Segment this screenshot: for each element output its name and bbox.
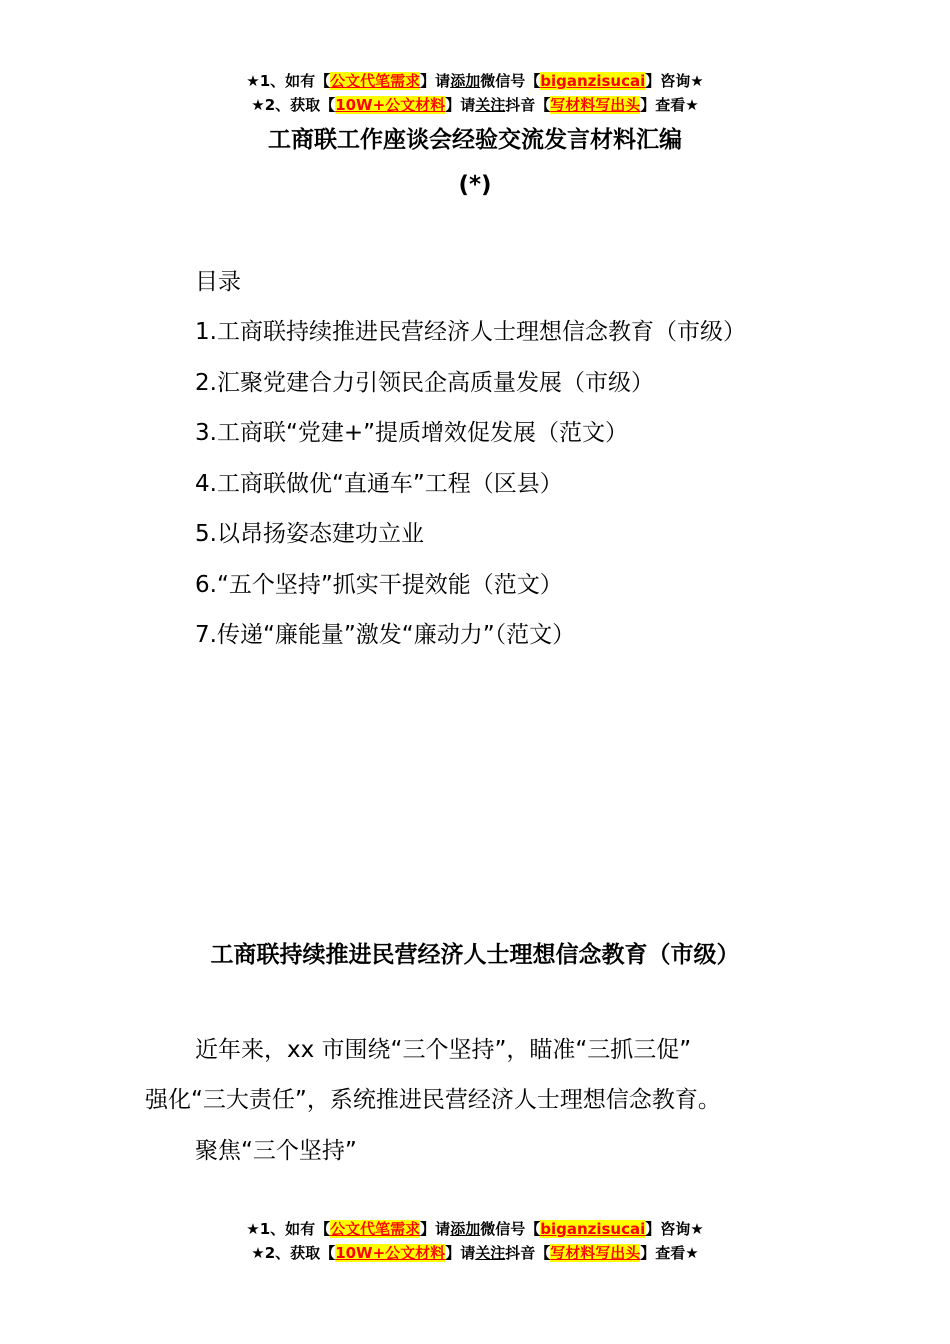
promo-text: ★2、获取【 — [251, 96, 336, 114]
promo-underlined: 添加 — [450, 1220, 481, 1238]
section-title: 工商联持续推进民营经济人士理想信念教育（市级） — [210, 942, 740, 968]
promo-text: 】请 — [445, 96, 476, 114]
promo-text: ★1、如有【 — [246, 1220, 331, 1238]
body-paragraph — [145, 1025, 825, 1125]
table-of-contents — [195, 262, 895, 666]
promo-text: 】查看★ — [640, 1244, 699, 1262]
promo-text: 】请 — [445, 1244, 476, 1262]
promo-text: 】咨询★ — [645, 72, 704, 90]
toc-item: 7.传递“廉能量”激发“廉动力”（范文） — [195, 622, 576, 648]
promo-text: 】咨询★ — [645, 1220, 704, 1238]
header-promo-line-1 — [0, 69, 950, 93]
promo-highlight-wechat: biganzisucai — [540, 72, 646, 90]
toc-heading: 目录 — [195, 269, 241, 295]
toc-item: 2.汇聚党建合力引领民企高质量发展（市级） — [195, 369, 654, 396]
header-promo-line-2 — [0, 93, 950, 117]
toc-item: 3.工商联“党建+”提质增效促发展（范文） — [195, 420, 629, 446]
toc-item: 1.工商联持续推进民营经济人士理想信念教育（市级） — [195, 319, 746, 345]
promo-text: ★1、如有【 — [246, 72, 331, 90]
paragraph-line: 强化“三大责任”，系统推进民营经济人士理想信念教育。 — [145, 1087, 721, 1113]
promo-text: 抖音【 — [505, 1244, 551, 1262]
paragraph-line: 近年来，xx 市围绕“三个坚持”，瞄准“三抓三促” — [195, 1037, 692, 1063]
promo-text: 】查看★ — [640, 96, 699, 114]
toc-item: 6.“五个坚持”抓实干提效能（范文） — [195, 571, 563, 598]
promo-highlight: 公文代笔需求 — [330, 1220, 421, 1238]
document-subtitle: (*) — [458, 172, 492, 198]
promo-text: 】请 — [420, 72, 451, 90]
paragraph-line: 聚焦“三个坚持” — [195, 1138, 357, 1164]
promo-underlined: 关注 — [475, 1244, 506, 1262]
toc-item: 4.工商联做优“直通车”工程（区县） — [195, 470, 563, 497]
promo-underlined: 添加 — [450, 72, 481, 90]
body-paragraph — [145, 1126, 825, 1176]
promo-text: 】请 — [420, 1220, 451, 1238]
promo-underlined: 关注 — [475, 96, 506, 114]
promo-text: 微信号【 — [480, 72, 541, 90]
promo-text: 微信号【 — [480, 1220, 541, 1238]
promo-highlight-douyin: 写材料写出头 — [550, 1244, 641, 1262]
footer-promo-line-1 — [0, 1217, 950, 1241]
promo-highlight: 公文代笔需求 — [330, 72, 421, 90]
promo-text: 抖音【 — [505, 96, 551, 114]
document-title: 工商联工作座谈会经验交流发言材料汇编 — [268, 127, 682, 153]
promo-text: ★2、获取【 — [251, 1244, 336, 1262]
promo-highlight-douyin: 写材料写出头 — [550, 96, 641, 114]
promo-highlight-wechat: biganzisucai — [540, 1220, 646, 1238]
footer-promo-line-2 — [0, 1241, 950, 1265]
toc-item: 5.以昂扬姿态建功立业 — [195, 521, 424, 547]
promo-highlight: 10W+公文材料 — [335, 1244, 446, 1262]
promo-highlight: 10W+公文材料 — [335, 96, 446, 114]
